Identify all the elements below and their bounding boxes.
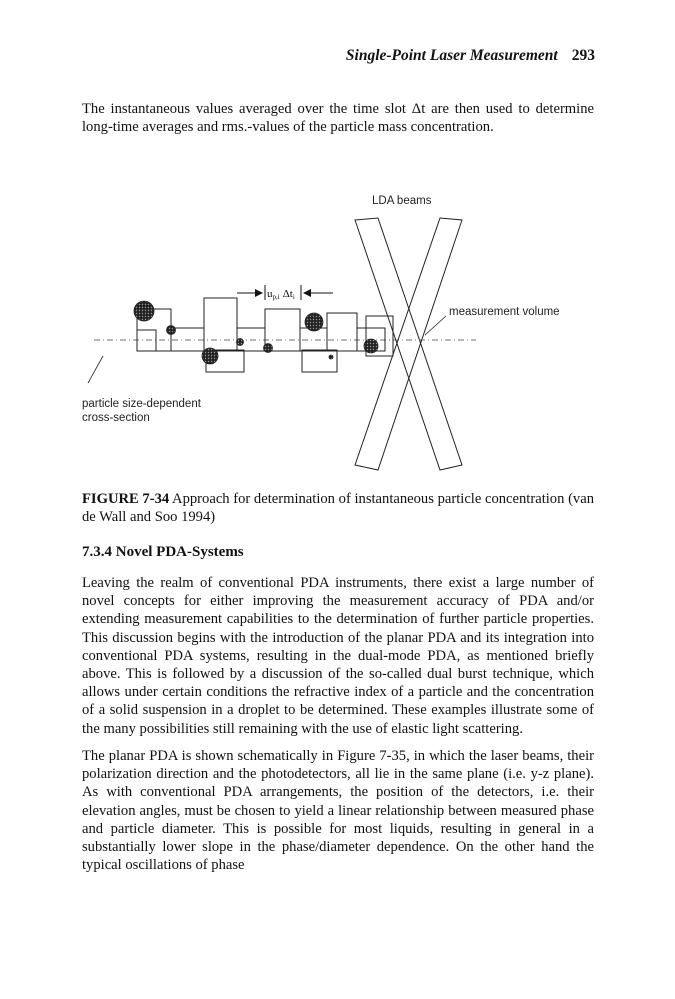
- label-size-dependent-1: particle size-dependent: [82, 398, 201, 410]
- particle: [264, 344, 273, 353]
- running-title: Single-Point Laser Measurement: [345, 47, 558, 64]
- measurement-volume-leader: [425, 316, 446, 335]
- paragraph-intro: The instantaneous values averaged over the time slot Δt are then used to determine long-time averages and rms.-values of the particle mass concentration.: [82, 101, 594, 136]
- size-dependent-leader: [88, 356, 103, 383]
- label-u-sub: p,i: [272, 293, 280, 301]
- particle: [329, 355, 333, 359]
- label-lda-beams: LDA beams: [372, 195, 432, 207]
- running-header: [346, 47, 595, 65]
- caption-label: FIGURE 7-34: [82, 491, 170, 507]
- particle: [305, 313, 323, 331]
- particle: [237, 339, 244, 346]
- label-measurement-volume: measurement volume: [449, 306, 560, 318]
- particle: [202, 348, 218, 364]
- particle: [167, 326, 176, 335]
- figure-caption: [82, 490, 594, 526]
- label-dt: Δt: [282, 288, 293, 300]
- particle: [364, 339, 378, 353]
- caption-text: Approach for determination of instantaneous particle concentration (van de Wall and Soo 1994): [82, 491, 594, 526]
- paragraph-novel-concepts: Leaving the realm of conventional PDA instruments, there exist a large number of novel concepts for either improving the measurement accuracy of PDA and/or extending measurement capabilities to the determination of further particle properties. This discussion begins with the introduction of the planar PDA and its integration into conventional PDA systems, resulting in the dual-mode PDA, as mentioned briefly above. This is followed by a discussion of the so-called dual burst technique, which allows under certain conditions the refractive index of a particle and the concentration of a solid suspension in a droplet to be determined. These examples illustrate some of the many possibilities still remaining with the use of elastic light scattering.: [82, 575, 594, 737]
- page-number: 293: [571, 47, 595, 64]
- paragraph-planar-pda: The planar PDA is shown schematically in Figure 7-35, in which the laser beams, their polarization direction and the photodetectors, all lie in the same plane (i.e. y-z plane). As with conventional PDA arrangements, the position of the detectors, i.e. their elevation angles, must be chosen to yield a linear relationship between measured phase and particle diameter. This is possible for most liquids, resulting in general in a substantially lower slope in the phase/diameter dependence. On the other hand the typical oscillations of phase: [82, 748, 594, 874]
- section-title: 7.3.4 Novel PDA-Systems: [82, 544, 244, 560]
- label-size-dependent-2: cross-section: [82, 412, 150, 424]
- label-u-dt: [267, 288, 295, 301]
- particle: [134, 301, 154, 321]
- sample-volumes: [137, 298, 393, 372]
- figure-7-34: [0, 180, 675, 480]
- label-dt-sub: i: [292, 293, 295, 301]
- label-u: u: [267, 288, 273, 300]
